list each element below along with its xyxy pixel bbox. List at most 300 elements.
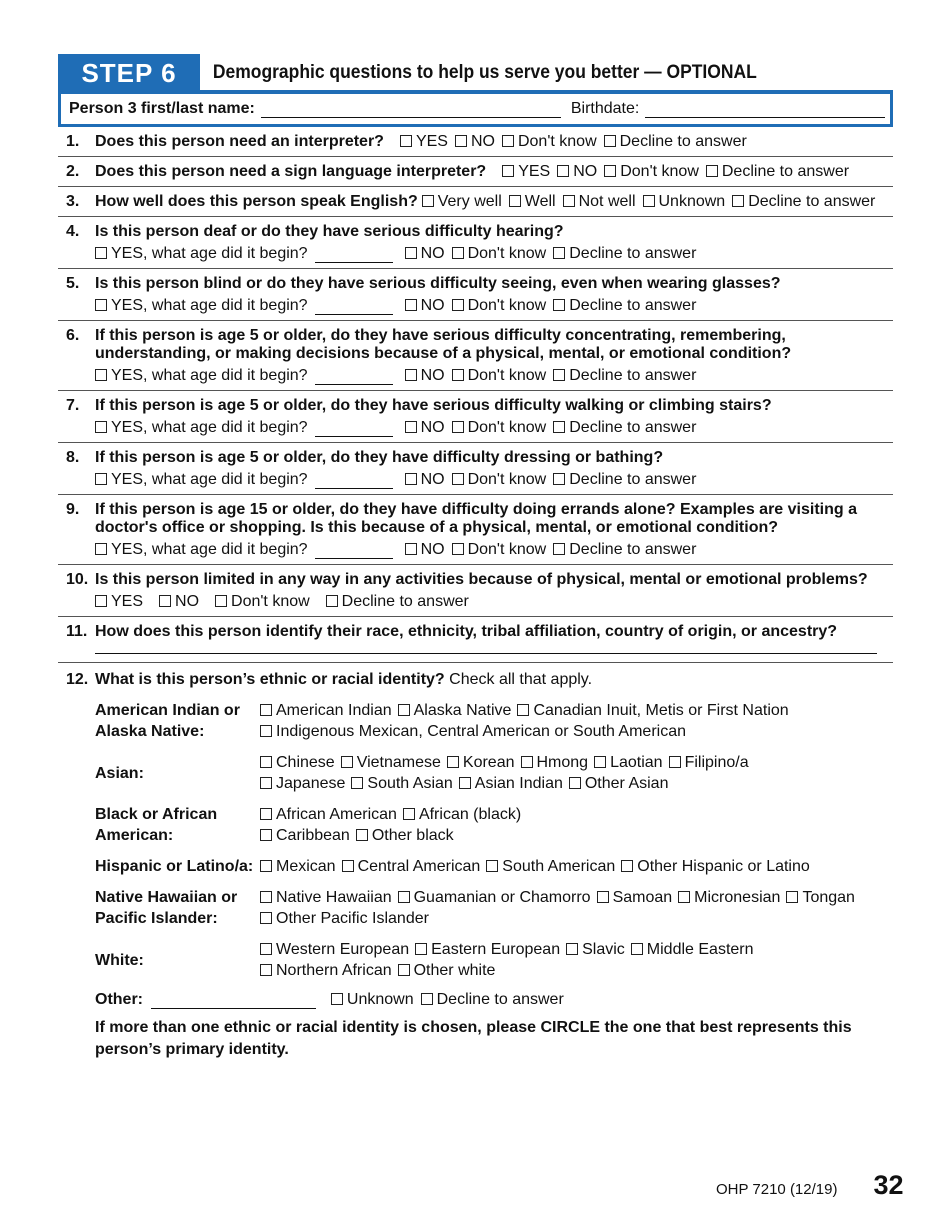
checkbox-option[interactable]	[260, 910, 429, 927]
question-number: 9.	[66, 501, 80, 518]
checkbox-label: YES	[111, 593, 144, 610]
question-8	[58, 443, 893, 495]
other-label: Other:	[95, 991, 143, 1008]
checkbox-icon[interactable]	[405, 299, 417, 311]
checkbox-label: South American	[502, 858, 616, 875]
checkbox-option[interactable]	[706, 163, 849, 180]
checkbox-option[interactable]	[452, 297, 547, 314]
checkbox-icon[interactable]	[459, 777, 471, 789]
category-label: Hispanic or Latino/a:	[95, 858, 254, 875]
checkbox-option[interactable]	[260, 754, 335, 771]
checkbox-icon[interactable]	[509, 195, 521, 207]
checkbox-icon[interactable]	[260, 860, 272, 872]
question-text: Is this person blind or do they have serious difficulty seeing, even when wearing glasses?	[95, 275, 781, 292]
question-hint: Check all that apply.	[449, 671, 593, 688]
checkbox-icon[interactable]	[215, 595, 227, 607]
checkbox-label: Unknown	[658, 193, 726, 210]
checkbox-label: Hmong	[536, 754, 589, 771]
checkbox-label: NO	[470, 133, 495, 150]
checkbox-icon[interactable]	[95, 299, 107, 311]
checkbox-icon[interactable]	[260, 891, 272, 903]
question-6	[58, 321, 893, 391]
checkbox-label: Decline to answer	[436, 991, 564, 1008]
checkbox-label: NO	[420, 367, 445, 384]
checkbox-icon[interactable]	[356, 829, 368, 841]
question-number: 6.	[66, 327, 80, 344]
checkbox-label: Decline to answer	[569, 419, 697, 436]
checkbox-option[interactable]	[260, 702, 392, 719]
checkbox-option[interactable]	[260, 858, 336, 875]
checkbox-icon[interactable]	[452, 421, 464, 433]
question-text: How does this person identify their race, ethnicity, tribal affiliation, country of origin, or ancestry?	[95, 623, 838, 640]
checkbox-label: Don't know	[467, 471, 547, 488]
checkbox-icon[interactable]	[260, 777, 272, 789]
checkbox-label: Slavic	[582, 941, 625, 958]
checkbox-icon[interactable]	[415, 943, 427, 955]
checkbox-option[interactable]	[502, 133, 597, 150]
checkbox-icon[interactable]	[405, 543, 417, 555]
checkbox-option[interactable]	[452, 245, 547, 262]
answer-options	[66, 593, 893, 611]
checkbox-option[interactable]	[260, 941, 409, 958]
ethnicity-category-row	[95, 752, 893, 794]
checkbox-option[interactable]	[452, 541, 547, 558]
checkbox-icon[interactable]	[553, 473, 565, 485]
checkbox-option[interactable]	[95, 245, 308, 262]
checkbox-option[interactable]	[566, 941, 625, 958]
checkbox-icon[interactable]	[95, 247, 107, 259]
question-text: If this person is age 15 or older, do they have difficulty doing errands alone? Examples are visiting a doctor's office or shopping. Is this because of a physical, mental, or emotional condition?	[95, 501, 857, 536]
checkbox-icon[interactable]	[405, 421, 417, 433]
checkbox-option[interactable]	[405, 541, 445, 558]
checkbox-option[interactable]	[452, 419, 547, 436]
checkbox-icon[interactable]	[604, 135, 616, 147]
checkbox-icon[interactable]	[553, 543, 565, 555]
checkbox-label: NO	[420, 419, 445, 436]
answer-options	[66, 367, 893, 385]
checkbox-icon[interactable]	[452, 543, 464, 555]
checkbox-icon[interactable]	[403, 808, 415, 820]
checkbox-option[interactable]	[403, 806, 521, 823]
checkbox-option[interactable]	[553, 419, 696, 436]
checkbox-icon[interactable]	[621, 860, 633, 872]
checkbox-option[interactable]	[95, 593, 143, 610]
checkbox-option[interactable]	[260, 723, 686, 740]
checkbox-option[interactable]	[342, 858, 481, 875]
checkbox-option[interactable]	[95, 541, 308, 558]
ethnicity-category-row	[95, 804, 893, 846]
answer-options	[66, 541, 893, 559]
checkbox-icon[interactable]	[631, 943, 643, 955]
checkbox-option[interactable]	[553, 541, 696, 558]
answer-options	[66, 245, 893, 263]
checkbox-label: Vietnamese	[356, 754, 441, 771]
checkbox-label: Other black	[371, 827, 454, 844]
age-began-field[interactable]	[315, 246, 393, 263]
checkbox-label: NO	[420, 245, 445, 262]
checkbox-icon[interactable]	[331, 993, 343, 1005]
checkbox-icon[interactable]	[260, 725, 272, 737]
page-footer	[716, 1170, 904, 1201]
checkbox-label: NO	[420, 471, 445, 488]
age-began-field[interactable]	[315, 298, 393, 315]
checkbox-option[interactable]	[786, 889, 855, 906]
checkbox-icon[interactable]	[398, 964, 410, 976]
checkbox-option[interactable]	[597, 889, 673, 906]
checkbox-label: Decline to answer	[721, 163, 850, 180]
ethnicity-category-row	[95, 939, 893, 981]
checkbox-option[interactable]	[421, 991, 564, 1008]
checkbox-label: Decline to answer	[569, 245, 697, 262]
checkbox-label: Asian Indian	[474, 775, 563, 792]
checkbox-icon[interactable]	[326, 595, 338, 607]
question-number: 8.	[66, 449, 80, 466]
checkbox-icon[interactable]	[260, 943, 272, 955]
checkbox-label: Unknown	[346, 991, 414, 1008]
checkbox-label: Don't know	[467, 245, 547, 262]
checkbox-label: Central American	[357, 858, 481, 875]
checkbox-label: YES, what age did it begin?	[111, 541, 308, 558]
checkbox-label: Samoan	[612, 889, 673, 906]
checkbox-option[interactable]	[400, 133, 448, 150]
checkbox-label: Micronesian	[694, 889, 781, 906]
checkbox-icon[interactable]	[400, 135, 412, 147]
question-number: 1.	[66, 133, 80, 150]
checkbox-label: Other Hispanic or Latino	[637, 858, 810, 875]
checkbox-option[interactable]	[356, 827, 454, 844]
checkbox-label: Caribbean	[276, 827, 350, 844]
answer-options	[66, 297, 893, 315]
age-began-field[interactable]	[315, 472, 393, 489]
ethnicity-category-row	[95, 856, 893, 877]
checkbox-icon[interactable]	[159, 595, 171, 607]
checkbox-icon[interactable]	[405, 473, 417, 485]
checkbox-label: American Indian	[276, 702, 392, 719]
checkbox-option[interactable]	[95, 297, 308, 314]
question-text: Does this person need a sign language interpreter?	[95, 163, 487, 180]
question-number: 10.	[66, 571, 89, 588]
question-10	[58, 565, 893, 617]
checkbox-icon[interactable]	[398, 891, 410, 903]
birthdate-field[interactable]	[645, 101, 885, 118]
checkbox-icon[interactable]	[95, 473, 107, 485]
question-number: 11.	[66, 623, 88, 640]
checkbox-option[interactable]	[351, 775, 452, 792]
checkbox-label: NO	[420, 297, 445, 314]
free-text-field[interactable]	[95, 653, 877, 654]
checkbox-option[interactable]	[569, 775, 669, 792]
question-number: 3.	[66, 193, 80, 210]
checkbox-icon[interactable]	[553, 247, 565, 259]
checkbox-option[interactable]	[159, 593, 199, 610]
checkbox-option[interactable]	[459, 775, 563, 792]
checkbox-icon[interactable]	[421, 993, 433, 1005]
checkbox-option[interactable]	[260, 889, 392, 906]
question-text: Does this person need an interpreter?	[95, 133, 384, 150]
checkbox-label: Other Pacific Islander	[276, 910, 429, 927]
checkbox-label: Other Asian	[584, 775, 669, 792]
step-label: STEP 6	[58, 54, 200, 92]
checkbox-label: Canadian Inuit, Metis or First Nation	[533, 702, 789, 719]
question-text: What is this person’s ethnic or racial identity?	[95, 671, 445, 688]
question-11	[58, 617, 893, 663]
question-number: 2.	[66, 163, 80, 180]
checkbox-option[interactable]	[517, 702, 788, 719]
checkbox-icon[interactable]	[643, 195, 655, 207]
checkbox-label: Decline to answer	[569, 541, 697, 558]
checkbox-icon[interactable]	[553, 299, 565, 311]
checkbox-icon[interactable]	[517, 704, 529, 716]
checkbox-icon[interactable]	[569, 777, 581, 789]
section-title: Demographic questions to help us serve you better — OPTIONAL	[212, 62, 757, 83]
checkbox-option[interactable]	[398, 889, 591, 906]
checkbox-option[interactable]	[405, 297, 445, 314]
checkbox-option[interactable]	[95, 471, 308, 488]
checkbox-option[interactable]	[604, 163, 699, 180]
checkbox-label: YES, what age did it begin?	[111, 419, 308, 436]
circle-instruction: If more than one ethnic or racial identity is chosen, please CIRCLE the one that best represents this person’s primary identity.	[95, 1019, 852, 1058]
checkbox-option[interactable]	[398, 962, 496, 979]
checkbox-option[interactable]	[553, 471, 696, 488]
checkbox-option[interactable]	[326, 593, 469, 610]
checkbox-icon[interactable]	[678, 891, 690, 903]
checkbox-label: Northern African	[276, 962, 392, 979]
ethnicity-category-row	[95, 700, 893, 742]
checkbox-option[interactable]	[678, 889, 780, 906]
checkbox-icon[interactable]	[502, 135, 514, 147]
form-page	[58, 54, 893, 1061]
age-began-field[interactable]	[315, 420, 393, 437]
checkbox-option[interactable]	[553, 367, 696, 384]
checkbox-label: Indigenous Mexican, Central American or South American	[276, 723, 686, 740]
checkbox-label: Don't know	[467, 419, 547, 436]
checkbox-label: Korean	[462, 754, 515, 771]
checkbox-icon[interactable]	[447, 756, 459, 768]
question-number: 12.	[66, 671, 89, 688]
checkbox-option[interactable]	[509, 193, 556, 210]
checkbox-option[interactable]	[643, 193, 726, 210]
checkbox-option[interactable]	[260, 962, 392, 979]
checkbox-icon[interactable]	[553, 421, 565, 433]
checkbox-icon[interactable]	[563, 195, 575, 207]
checkbox-option[interactable]	[594, 754, 663, 771]
checkbox-label: YES, what age did it begin?	[111, 297, 308, 314]
checkbox-label: YES	[518, 163, 551, 180]
checkbox-label: Don't know	[620, 163, 699, 180]
checkbox-label: Tongan	[802, 889, 855, 906]
checkbox-option[interactable]	[341, 754, 441, 771]
checkbox-option[interactable]	[260, 827, 350, 844]
checkbox-option[interactable]	[557, 163, 597, 180]
checkbox-label: YES, what age did it begin?	[111, 471, 308, 488]
checkbox-label: Don't know	[231, 593, 310, 610]
checkbox-label: Filipino/a	[684, 754, 749, 771]
checkbox-icon[interactable]	[455, 135, 467, 147]
checkbox-label: YES, what age did it begin?	[111, 367, 308, 384]
checkbox-option[interactable]	[452, 471, 547, 488]
checkbox-option[interactable]	[669, 754, 749, 771]
question-number: 7.	[66, 397, 80, 414]
checkbox-option[interactable]	[95, 367, 308, 384]
checkbox-icon[interactable]	[260, 829, 272, 841]
checkbox-icon[interactable]	[553, 369, 565, 381]
checkbox-icon[interactable]	[452, 299, 464, 311]
checkbox-icon[interactable]	[342, 860, 354, 872]
checkbox-option[interactable]	[405, 471, 445, 488]
checkbox-icon[interactable]	[351, 777, 363, 789]
checkbox-label: Don't know	[467, 367, 547, 384]
question-7	[58, 391, 893, 443]
age-began-field[interactable]	[315, 542, 393, 559]
category-label: Asian:	[95, 764, 144, 782]
question-list	[58, 127, 893, 663]
checkbox-option[interactable]	[422, 193, 502, 210]
checkbox-icon[interactable]	[452, 473, 464, 485]
page-number: 32	[873, 1170, 904, 1200]
checkbox-icon[interactable]	[669, 756, 681, 768]
checkbox-label: African American	[276, 806, 397, 823]
checkbox-option[interactable]	[553, 297, 696, 314]
checkbox-icon[interactable]	[260, 964, 272, 976]
checkbox-option[interactable]	[415, 941, 560, 958]
checkbox-option[interactable]	[455, 133, 495, 150]
checkbox-icon[interactable]	[786, 891, 798, 903]
checkbox-icon[interactable]	[452, 247, 464, 259]
category-label: Native Hawaiian or Pacific Islander:	[95, 889, 238, 927]
checkbox-icon[interactable]	[341, 756, 353, 768]
question-text: Is this person limited in any way in any activities because of physical, mental or emotional problems?	[95, 571, 868, 588]
checkbox-label: Well	[524, 193, 556, 210]
checkbox-label: Very well	[437, 193, 502, 210]
checkbox-label: Don't know	[467, 297, 547, 314]
checkbox-label: Decline to answer	[619, 133, 747, 150]
checkbox-label: Mexican	[276, 858, 336, 875]
checkbox-label: Japanese	[276, 775, 346, 792]
other-row	[95, 991, 893, 1009]
category-label: Black or African American:	[95, 806, 218, 844]
checkbox-option[interactable]	[405, 367, 445, 384]
checkbox-icon[interactable]	[557, 165, 569, 177]
checkbox-icon[interactable]	[398, 704, 410, 716]
checkbox-icon[interactable]	[566, 943, 578, 955]
checkbox-label: Native Hawaiian	[276, 889, 392, 906]
checkbox-option[interactable]	[604, 133, 747, 150]
checkbox-label: Decline to answer	[341, 593, 469, 610]
question-9	[58, 495, 893, 565]
checkbox-icon[interactable]	[95, 421, 107, 433]
checkbox-option[interactable]	[405, 419, 445, 436]
checkbox-option[interactable]	[260, 775, 345, 792]
checkbox-option[interactable]	[553, 245, 696, 262]
question-text: If this person is age 5 or older, do they have serious difficulty walking or climbing stairs?	[95, 397, 772, 414]
other-field[interactable]	[151, 992, 316, 1009]
checkbox-icon[interactable]	[486, 860, 498, 872]
checkbox-icon[interactable]	[95, 595, 107, 607]
checkbox-icon[interactable]	[604, 165, 616, 177]
checkbox-label: NO	[573, 163, 598, 180]
question-12	[58, 663, 893, 694]
checkbox-icon[interactable]	[732, 195, 744, 207]
checkbox-icon[interactable]	[260, 912, 272, 924]
checkbox-icon[interactable]	[597, 891, 609, 903]
checkbox-option[interactable]	[621, 858, 810, 875]
question-text: If this person is age 5 or older, do they have serious difficulty concentrating, remembering, understanding, or making decisions because of a physical, mental, or emotional condition?	[95, 327, 792, 362]
checkbox-option[interactable]	[331, 991, 414, 1008]
category-label: White:	[95, 951, 144, 969]
checkbox-icon[interactable]	[521, 756, 533, 768]
question-number: 5.	[66, 275, 80, 292]
checkbox-option[interactable]	[631, 941, 754, 958]
checkbox-label: South Asian	[367, 775, 453, 792]
checkbox-label: Decline to answer	[569, 471, 697, 488]
checkbox-option[interactable]	[563, 193, 636, 210]
age-began-field[interactable]	[315, 368, 393, 385]
checkbox-icon[interactable]	[260, 704, 272, 716]
answer-options	[66, 419, 893, 437]
checkbox-label: Decline to answer	[569, 297, 697, 314]
category-label: American Indian or Alaska Native:	[95, 702, 240, 740]
checkbox-label: Eastern European	[431, 941, 561, 958]
checkbox-label: Don't know	[517, 133, 597, 150]
checkbox-icon[interactable]	[502, 165, 514, 177]
checkbox-icon[interactable]	[706, 165, 718, 177]
checkbox-label: Guamanian or Chamorro	[413, 889, 591, 906]
person-name-field[interactable]	[261, 101, 561, 118]
question-text: Is this person deaf or do they have serious difficulty hearing?	[95, 223, 564, 240]
step-header	[58, 54, 893, 92]
checkbox-icon[interactable]	[405, 369, 417, 381]
question-2	[58, 157, 893, 187]
checkbox-icon[interactable]	[95, 543, 107, 555]
checkbox-option[interactable]	[486, 858, 615, 875]
checkbox-label: Chinese	[276, 754, 335, 771]
checkbox-option[interactable]	[405, 245, 445, 262]
birthdate-label: Birthdate:	[570, 100, 640, 117]
checkbox-label: NO	[420, 541, 445, 558]
checkbox-option[interactable]	[452, 367, 547, 384]
question-text: If this person is age 5 or older, do they have difficulty dressing or bathing?	[95, 449, 664, 466]
checkbox-option[interactable]	[502, 163, 550, 180]
checkbox-icon[interactable]	[260, 756, 272, 768]
ethnicity-table	[95, 700, 893, 981]
checkbox-label: Other white	[413, 962, 496, 979]
person-name-label: Person 3 first/last name:	[69, 100, 255, 117]
checkbox-icon[interactable]	[405, 247, 417, 259]
checkbox-icon[interactable]	[452, 369, 464, 381]
form-number: OHP 7210 (12/19)	[716, 1181, 838, 1198]
checkbox-option[interactable]	[95, 419, 308, 436]
question-3	[58, 187, 893, 217]
checkbox-label: Decline to answer	[569, 367, 697, 384]
checkbox-label: YES, what age did it begin?	[111, 245, 308, 262]
checkbox-option[interactable]	[260, 806, 397, 823]
checkbox-label: African (black)	[418, 806, 522, 823]
answer-options	[66, 471, 893, 489]
question-number: 4.	[66, 223, 80, 240]
checkbox-icon[interactable]	[95, 369, 107, 381]
checkbox-option[interactable]	[398, 702, 512, 719]
question-1	[58, 127, 893, 157]
checkbox-icon[interactable]	[594, 756, 606, 768]
checkbox-label: Western European	[276, 941, 410, 958]
checkbox-option[interactable]	[447, 754, 515, 771]
checkbox-option[interactable]	[732, 193, 875, 210]
checkbox-label: Alaska Native	[413, 702, 512, 719]
checkbox-icon[interactable]	[260, 808, 272, 820]
checkbox-icon[interactable]	[422, 195, 434, 207]
checkbox-option[interactable]	[521, 754, 589, 771]
checkbox-option[interactable]	[215, 593, 310, 610]
